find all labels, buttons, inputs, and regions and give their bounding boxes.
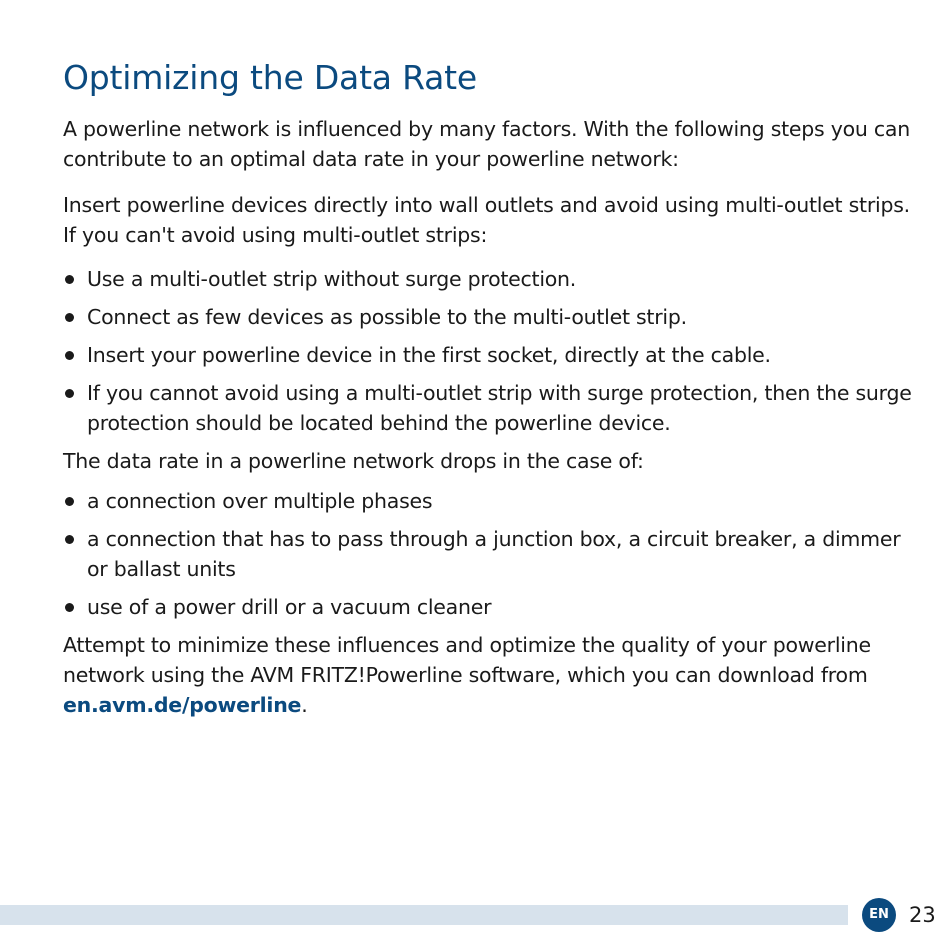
bullet-icon bbox=[65, 603, 74, 612]
bullet-icon bbox=[65, 389, 74, 398]
list-item: a connection that has to pass through a junction box, a circuit breaker, a dimmer or ballast units bbox=[63, 524, 923, 584]
powerline-download-link[interactable]: en.avm.de/powerline bbox=[63, 693, 302, 717]
list-item: If you cannot avoid using a multi-outlet strip with surge protection, then the surge protection should be located behind the powerline device. bbox=[63, 378, 923, 438]
list-item: Insert your powerline device in the first socket, directly at the cable. bbox=[63, 340, 923, 370]
list-item: use of a power drill or a vacuum cleaner bbox=[63, 592, 923, 622]
list-item: Connect as few devices as possible to the multi-outlet strip. bbox=[63, 302, 923, 332]
strip-tips-list bbox=[63, 264, 923, 438]
outlets-paragraph: Insert powerline devices directly into wall outlets and avoid using multi-outlet strips. bbox=[63, 193, 910, 217]
bullet-icon bbox=[65, 275, 74, 284]
list-item: Use a multi-outlet strip without surge protection. bbox=[63, 264, 923, 294]
intro-paragraph: A powerline network is influenced by many factors. With the following steps you can contribute to an optimal data rate in your powerline network: bbox=[63, 117, 910, 171]
language-badge: EN bbox=[862, 898, 896, 932]
bullet-icon bbox=[65, 497, 74, 506]
bullet-icon bbox=[65, 313, 74, 322]
list-item: a connection over multiple phases bbox=[63, 486, 923, 516]
drop-causes-list bbox=[63, 486, 923, 622]
closing-paragraph: Attempt to minimize these influences and optimize the quality of your powerline network using the AVM FRITZ!Powerline software, which you can download from en.avm.de/powerline. bbox=[63, 633, 871, 717]
bullet-icon bbox=[65, 535, 74, 544]
page-number: 23 bbox=[909, 903, 936, 927]
outlets-paragraph-followup: If you can't avoid using multi-outlet strips: bbox=[63, 223, 488, 247]
bullet-icon bbox=[65, 351, 74, 360]
drops-intro: The data rate in a powerline network drops in the case of: bbox=[63, 449, 644, 473]
page-content bbox=[63, 56, 923, 720]
footer-bar bbox=[0, 905, 848, 925]
page-title: Optimizing the Data Rate bbox=[63, 58, 477, 97]
